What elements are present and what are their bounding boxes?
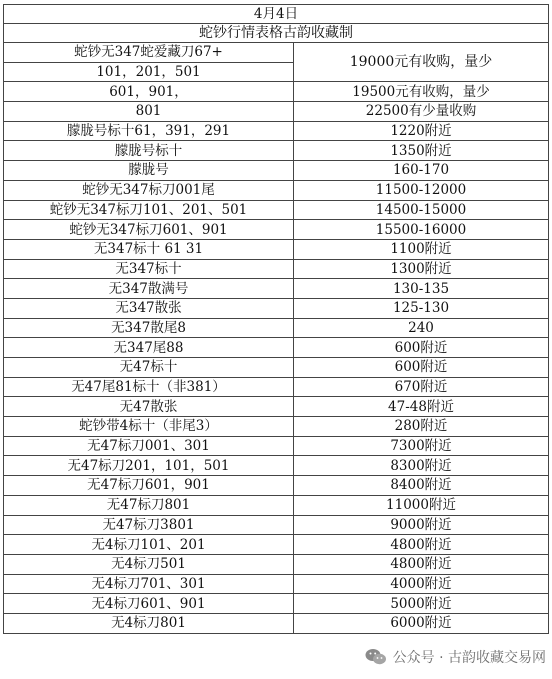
table-row xyxy=(4,574,549,594)
table-row xyxy=(4,358,549,378)
item-price: 22500有少量收购 xyxy=(294,102,549,122)
table-row xyxy=(4,141,549,161)
item-name: 蛇钞无347标刀601、901 xyxy=(4,220,294,240)
table-row xyxy=(4,613,549,633)
item-price: 1350附近 xyxy=(294,141,549,161)
table-row xyxy=(4,495,549,515)
table-row xyxy=(4,554,549,574)
item-name: 无4标刀601、901 xyxy=(4,594,294,614)
item-price: 600附近 xyxy=(294,358,549,378)
item-price: 1300附近 xyxy=(294,259,549,279)
item-price: 11000附近 xyxy=(294,495,549,515)
table-row xyxy=(4,436,549,456)
table-row xyxy=(4,476,549,496)
table-row xyxy=(4,535,549,555)
price-table xyxy=(3,4,549,634)
item-name: 801 xyxy=(4,102,294,122)
table-row xyxy=(4,161,549,181)
table-row xyxy=(4,318,549,338)
item-name: 蛇钞无347标刀001尾 xyxy=(4,180,294,200)
item-name: 蛇钞无347标刀101、201、501 xyxy=(4,200,294,220)
table-row xyxy=(4,102,549,122)
item-price: 8400附近 xyxy=(294,476,549,496)
item-price: 4000附近 xyxy=(294,574,549,594)
table-row xyxy=(4,456,549,476)
table-row xyxy=(4,279,549,299)
item-price: 130-135 xyxy=(294,279,549,299)
item-price: 7300附近 xyxy=(294,436,549,456)
item-price: 1220附近 xyxy=(294,121,549,141)
item-price: 670附近 xyxy=(294,377,549,397)
subtitle-row xyxy=(4,24,549,43)
item-price: 19000元有收购，量少 xyxy=(294,43,549,82)
item-price: 125-130 xyxy=(294,298,549,318)
table-row xyxy=(4,82,549,102)
item-name: 无347散尾8 xyxy=(4,318,294,338)
item-price: 280附近 xyxy=(294,417,549,437)
item-name: 蛇钞带4标十（非尾3） xyxy=(4,417,294,437)
watermark-text: 公众号 · 古韵收藏交易网 xyxy=(392,650,546,666)
item-name: 无347散满号 xyxy=(4,279,294,299)
item-price: 11500-12000 xyxy=(294,180,549,200)
table-row xyxy=(4,515,549,535)
item-price: 9000附近 xyxy=(294,515,549,535)
table-row xyxy=(4,338,549,358)
table-subtitle: 蛇钞行情表格古韵收藏制 xyxy=(4,24,549,43)
date-title: 4月4日 xyxy=(4,5,549,24)
table-row xyxy=(4,259,549,279)
table-row xyxy=(4,298,549,318)
item-price: 19500元有收购，量少 xyxy=(294,82,549,102)
item-name: 无47标十 xyxy=(4,358,294,378)
item-price: 4800附近 xyxy=(294,535,549,555)
table-row xyxy=(4,220,549,240)
item-price: 8300附近 xyxy=(294,456,549,476)
item-price: 6000附近 xyxy=(294,613,549,633)
item-price: 5000附近 xyxy=(294,594,549,614)
table-row xyxy=(4,239,549,259)
item-name: 无47标刀001、301 xyxy=(4,436,294,456)
item-name: 朦胧号 xyxy=(4,161,294,181)
item-name: 无347散张 xyxy=(4,298,294,318)
date-row xyxy=(4,5,549,24)
item-price: 15500-16000 xyxy=(294,220,549,240)
item-name: 无4标刀701、301 xyxy=(4,574,294,594)
item-name: 无47标刀801 xyxy=(4,495,294,515)
item-price: 47-48附近 xyxy=(294,397,549,417)
table-row xyxy=(4,594,549,614)
item-name: 无347标十 61 31 xyxy=(4,239,294,259)
item-name: 蛇钞无347蛇爱藏刀67+ xyxy=(4,43,294,63)
item-price: 160-170 xyxy=(294,161,549,181)
table-row xyxy=(4,200,549,220)
table-row xyxy=(4,43,549,63)
item-name: 无47散张 xyxy=(4,397,294,417)
table-row xyxy=(4,180,549,200)
item-name: 无4标刀501 xyxy=(4,554,294,574)
item-name: 朦胧号标十61，391，291 xyxy=(4,121,294,141)
watermark xyxy=(365,647,546,667)
item-name: 101，201，501 xyxy=(4,62,294,82)
table-row xyxy=(4,397,549,417)
table-row xyxy=(4,377,549,397)
item-name: 无347标十 xyxy=(4,259,294,279)
item-price: 600附近 xyxy=(294,338,549,358)
item-price: 14500-15000 xyxy=(294,200,549,220)
item-name: 无347尾88 xyxy=(4,338,294,358)
item-name: 朦胧号标十 xyxy=(4,141,294,161)
item-name: 无4标刀101、201 xyxy=(4,535,294,555)
item-name: 无4标刀801 xyxy=(4,613,294,633)
table-row xyxy=(4,417,549,437)
wechat-icon xyxy=(365,648,387,666)
item-price: 240 xyxy=(294,318,549,338)
item-price: 4800附近 xyxy=(294,554,549,574)
item-name: 无47标刀201，101，501 xyxy=(4,456,294,476)
table-row xyxy=(4,121,549,141)
item-name: 无47标刀3801 xyxy=(4,515,294,535)
item-name: 无47尾81标十（非381） xyxy=(4,377,294,397)
item-price: 1100附近 xyxy=(294,239,549,259)
item-name: 601，901， xyxy=(4,82,294,102)
item-name: 无47标刀601，901 xyxy=(4,476,294,496)
